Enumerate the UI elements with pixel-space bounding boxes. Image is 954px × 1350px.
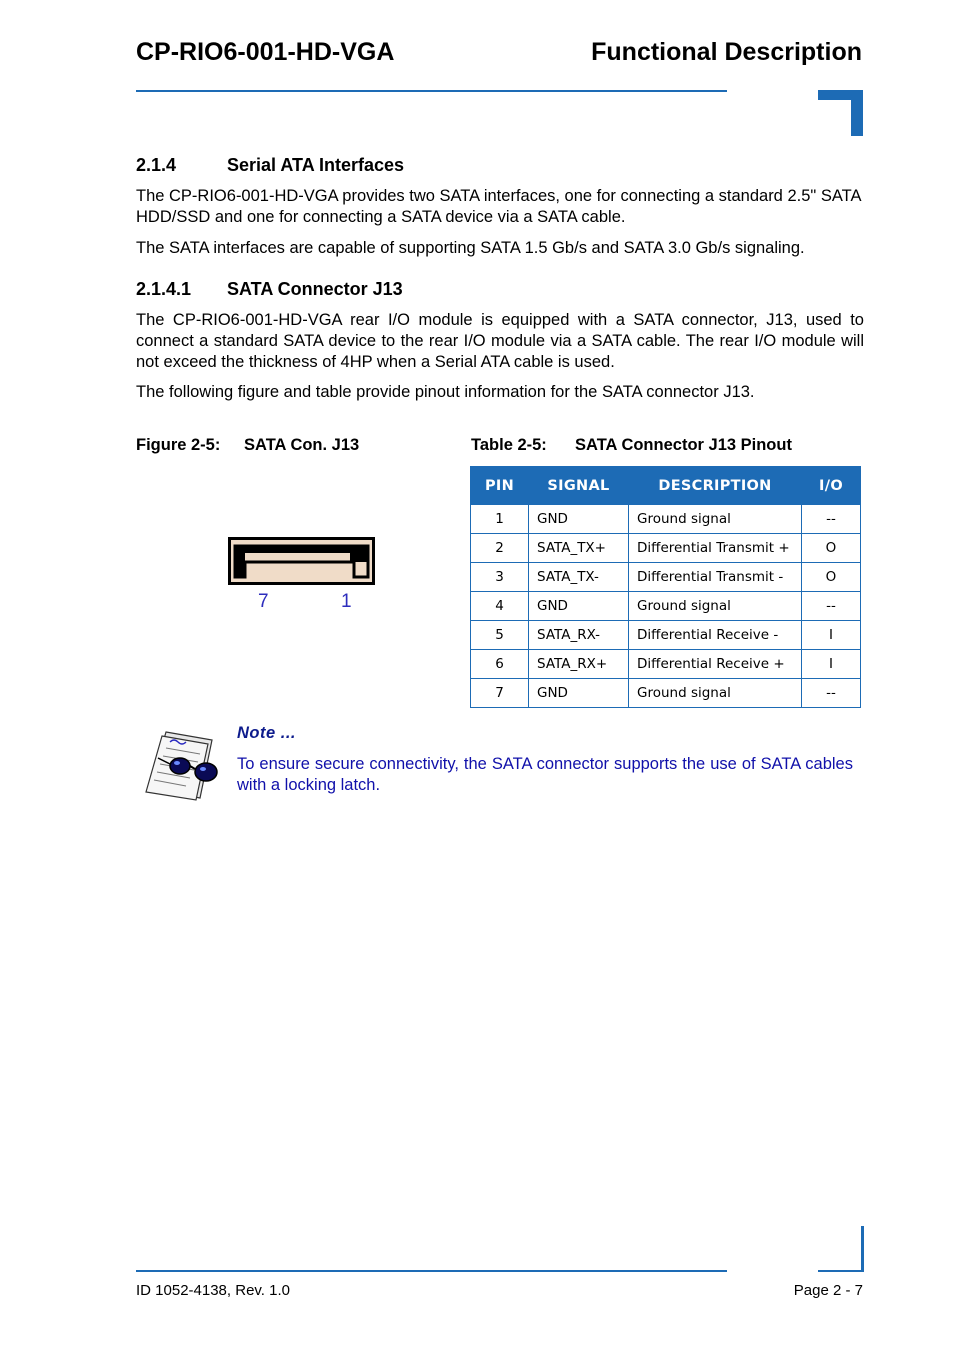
sata-connector-icon [228, 537, 375, 585]
page-number: Page 2 - 7 [793, 1282, 863, 1299]
paragraph: The CP-RIO6-001-HD-VGA provides two SATA interfaces, one for connecting a standard 2.5" SATA HDD/SSD and one for connecting a SATA device via a SATA cable. [136, 187, 861, 226]
table-header-row [471, 467, 861, 505]
figure-caption [136, 434, 359, 456]
header-rule [136, 90, 727, 92]
pin-cell: 1 [471, 505, 529, 534]
description-cell: Differential Receive + [629, 650, 802, 679]
signal-cell: SATA_TX- [529, 563, 629, 592]
header-corner-mark [818, 90, 863, 136]
column-header-io: I/O [802, 467, 861, 505]
signal-cell: GND [529, 505, 629, 534]
table-title: SATA Connector J13 Pinout [575, 436, 792, 454]
table-row [471, 592, 861, 621]
paragraph: The CP-RIO6-001-HD-VGA rear I/O module is equipped with a SATA connector, J13, used to connect a standard SATA device to the rear I/O module via a SATA cable. The rear I/O module will not exceed the thickness of 4HP when a Serial ATA cable is used. [136, 311, 864, 371]
description-cell: Ground signal [629, 505, 802, 534]
description-cell: Ground signal [629, 592, 802, 621]
signal-cell: GND [529, 679, 629, 708]
io-cell: O [802, 534, 861, 563]
sata-connector-drawing [228, 537, 375, 585]
figure-number: Figure 2-5: [136, 436, 221, 454]
table-row [471, 563, 861, 592]
pinout-table-wrapper [470, 466, 861, 708]
column-header-description: DESCRIPTION [629, 467, 802, 505]
description-cell: Differential Transmit - [629, 563, 802, 592]
chapter-title: Functional Description [591, 38, 862, 66]
footer-corner-mark [861, 1226, 864, 1272]
table-row [471, 650, 861, 679]
io-cell: -- [802, 592, 861, 621]
signal-cell: SATA_TX+ [529, 534, 629, 563]
subsection-title: SATA Connector J13 [227, 279, 403, 299]
description-cell: Ground signal [629, 679, 802, 708]
subsection-heading [136, 277, 403, 301]
signal-cell: SATA_RX- [529, 621, 629, 650]
note-icon [144, 728, 222, 802]
column-header-pin: PIN [471, 467, 529, 505]
document-product-title: CP-RIO6-001-HD-VGA [136, 38, 395, 66]
paragraph: The following figure and table provide pinout information for the SATA connector J13. [136, 383, 755, 401]
note-text: To ensure secure connectivity, the SATA connector supports the use of SATA cables with a locking latch. [237, 755, 853, 794]
section-heading [136, 153, 404, 177]
table-row [471, 534, 861, 563]
signal-cell: SATA_RX+ [529, 650, 629, 679]
io-cell: -- [802, 505, 861, 534]
description-cell: Differential Transmit + [629, 534, 802, 563]
table-row [471, 505, 861, 534]
io-cell: I [802, 650, 861, 679]
description-cell: Differential Receive - [629, 621, 802, 650]
pin-7-label: 7 [258, 591, 269, 612]
column-header-signal: SIGNAL [529, 467, 629, 505]
document-id: ID 1052-4138, Rev. 1.0 [136, 1282, 290, 1299]
pin-cell: 7 [471, 679, 529, 708]
pin-cell: 6 [471, 650, 529, 679]
signal-cell: GND [529, 592, 629, 621]
figure-title: SATA Con. J13 [244, 436, 360, 454]
pin-cell: 4 [471, 592, 529, 621]
io-cell: I [802, 621, 861, 650]
pin-1-label: 1 [341, 591, 352, 612]
pin-cell: 5 [471, 621, 529, 650]
pin-cell: 3 [471, 563, 529, 592]
table-row [471, 621, 861, 650]
section-number: 2.1.4 [136, 155, 177, 175]
paragraph: The SATA interfaces are capable of supporting SATA 1.5 Gb/s and SATA 3.0 Gb/s signaling. [136, 239, 805, 257]
table-number: Table 2-5: [471, 436, 547, 454]
pin-cell: 2 [471, 534, 529, 563]
document-glasses-icon [144, 728, 222, 802]
section-title: Serial ATA Interfaces [227, 155, 405, 175]
footer-corner-base [818, 1270, 864, 1272]
pinout-table [470, 466, 861, 708]
footer-rule [136, 1270, 727, 1272]
io-cell: -- [802, 679, 861, 708]
subsection-number: 2.1.4.1 [136, 279, 192, 299]
table-caption [471, 434, 792, 456]
note-title: Note ... [237, 724, 297, 742]
io-cell: O [802, 563, 861, 592]
table-row [471, 679, 861, 708]
